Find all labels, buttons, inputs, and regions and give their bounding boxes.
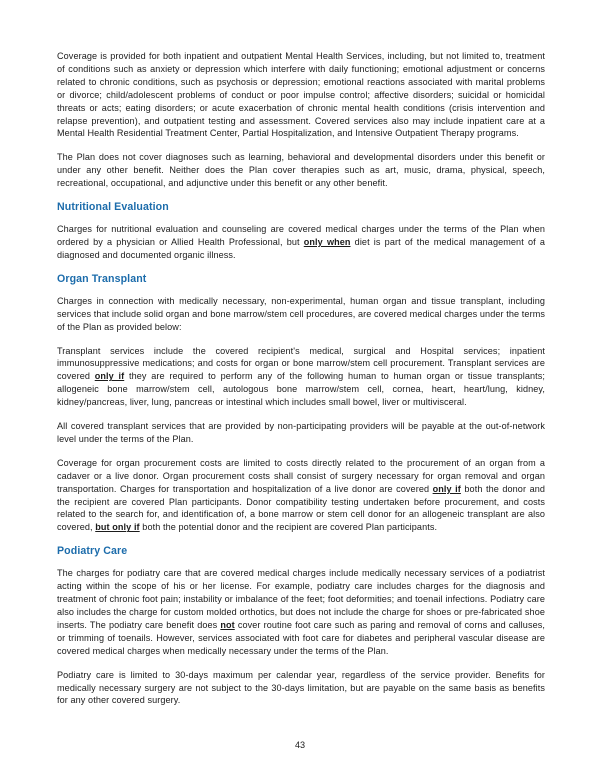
- text-run: The charges for podiatry care that are covered medical charges include medically necessary services of a podiatrist acting within the scope of his or her license. For example, podiatry care includes charges for the diagnosis and treatment of chronic foot pain; instability or imbalance of the feet; foot deformities; and toenail infections. Podiatry care also includes the charge for custom molded orthotics, but does not include the charge for shoes or pre-fabricated shoe inserts. The podiatry care benefit does: [57, 568, 545, 630]
- organ-transplant-heading: Organ Transplant: [57, 272, 147, 285]
- organ-procurement-paragraph: [57, 457, 545, 534]
- organ-transplant-intro-paragraph: Charges in connection with medically necessary, non-experimental, human organ and tissue transplant, including services that include solid organ and bone marrow/stem cell procedures, are covered medical charges under the terms of the Plan as provided below:: [57, 295, 545, 332]
- text-run: both the potential donor and the recipient are covered Plan participants.: [139, 522, 438, 533]
- mental-health-coverage-paragraph: Coverage is provided for both inpatient and outpatient Mental Health Services, including, but not limited to, treatment of conditions such as anxiety or depression which interfere with daily functioning; emotional adjustment or concerns related to chronic conditions, such as psychosis or depression; emotional reactions associated with marital problems or divorce; child/adolescent problems of conduct or poor impulse control; affective disorders; suicidal or homicidal threats or acts; eating disorders; or acute exacerbation of chronic mental health conditions (crisis intervention and relapse prevention), and outpatient testing and assessment. Covered services also may include inpatient care at a Mental Health Residential Treatment Center, Partial Hospitalization, and Intensive Outpatient Therapy programs.: [57, 51, 545, 139]
- nutritional-evaluation-heading: Nutritional Evaluation: [57, 201, 169, 214]
- emphasized-phrase: but only if: [95, 522, 140, 533]
- text-run: Transplant services include the covered recipient's medical, surgical and Hospital services; inpatient immunosuppressive medications; and costs for organ or bone marrow/stem cell procurement. Transplant services are covered: [57, 345, 545, 382]
- text-run: Coverage for organ procurement costs are limited to costs directly related to the procurement of an organ from a cadaver or a live donor. Organ procurement costs shall consist of surgery necessary for organ removal and organ transportation. Charges for transportation and hospitalization of a live donor are covered: [57, 457, 545, 494]
- emphasized-phrase: not: [220, 619, 235, 630]
- emphasized-phrase: only if: [94, 371, 125, 382]
- non-participating-providers-paragraph: All covered transplant services that are provided by non-participating providers will be payable at the out-of-network level under the terms of the Plan.: [57, 421, 545, 444]
- text-run: they are required to perform any of the following human to human organ or tissue transplants; allogeneic bone marrow/stem cell, autologous bone marrow/stem cell, cornea, heart, heart/lung, kidney, kidney/pancreas, liver, lung, pancreas or intestinal which includes small bowel, liver or multivisceral.: [57, 371, 545, 408]
- document-body: [57, 50, 545, 707]
- transplant-services-paragraph: [57, 345, 545, 410]
- text-run: diet is part of the medical management of a diagnosed and documented organic illness.: [57, 236, 545, 260]
- nutritional-evaluation-paragraph: [57, 223, 545, 262]
- podiatry-limitation-paragraph: Podiatry care is limited to 30-days maximum per calendar year, regardless of the service provider. Benefits for medically necessary surgery are not subject to the 30-days limitation, but are payable on the same basis as benefits for any other covered surgery.: [57, 669, 545, 706]
- emphasized-phrase: only if: [432, 483, 461, 494]
- text-run: Charges for nutritional evaluation and counseling are covered medical charges under the terms of the Plan when ordered by a physician or Allied Health Professional, but: [57, 224, 545, 247]
- text-run: cover routine foot care such as paring and removal of corns and calluses, or trimming of toenails. However, services associated with foot care for diabetes and peripheral vascular disease are covered medical charges when medically necessary under the terms of the Plan.: [57, 619, 545, 656]
- emphasized-phrase: only when: [303, 236, 351, 247]
- podiatry-care-heading: Podiatry Care: [57, 545, 128, 558]
- podiatry-care-paragraph: [57, 567, 545, 657]
- text-run: both the donor and the recipient are covered Plan participants. Donor compatibility testing undertaken before procurement, and costs related to the search for, and identification of, a bone marrow or stem cell donor for an allogeneic transplant are also covered,: [57, 483, 546, 533]
- mental-health-exclusions-paragraph: The Plan does not cover diagnoses such as learning, behavioral and developmental disorders under this benefit or under any other benefit. Neither does the Plan cover therapies such as art, music, drama, physical, speech, recreational, occupational, and adjunctive under this benefit or any other benefit.: [57, 152, 545, 189]
- page-number: 43: [294, 740, 306, 750]
